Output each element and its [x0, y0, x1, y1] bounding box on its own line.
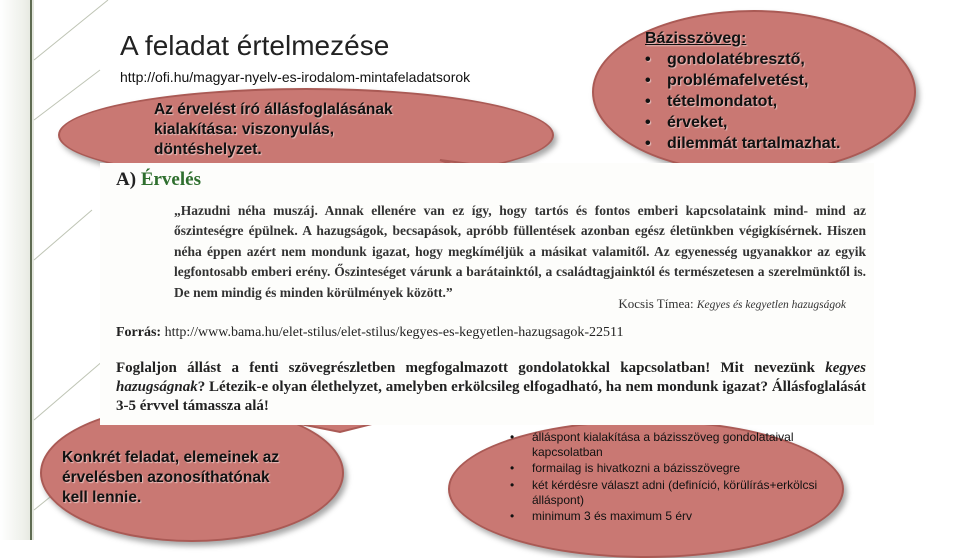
page-title: A feladat értelmezése — [120, 30, 390, 61]
bubble-top-right-heading: Bázisszöveg: — [645, 30, 747, 47]
list-item: • formailag is hivatkozni a bázisszövegre — [510, 461, 741, 476]
source-link[interactable]: http://www.bama.hu/elet-stilus/elet-stilus/kegyes-es-kegyetlen-hazugsagok-22511 — [164, 325, 624, 340]
list-item: • álláspont kialakítása a bázisszöveg gondolataival kapcsolatban — [510, 430, 794, 460]
list-item: • minimum 3 és maximum 5 érv — [510, 509, 693, 524]
source-line: Forrás: http://www.bama.hu/elet-stilus/elet-stilus/kegyes-es-kegyetlen-hazugsagok-22511 — [116, 325, 624, 340]
list-item: • dilemmát tartalmazhat. — [645, 135, 841, 152]
bubble-top-left-text: Az érvelést író állásfoglalásának kialakítása: viszonyulás, döntéshelyzet. — [154, 101, 393, 158]
list-item: • két kérdésre választ adni (definíció, körülírás+erkölcsi álláspont) — [510, 477, 818, 507]
requirement-list — [510, 430, 832, 525]
list-item: • problémafelvetést, — [645, 72, 809, 89]
section-heading: A) Érvelés — [116, 169, 201, 190]
source-url-link[interactable]: http://ofi.hu/magyar-nyelv-es-irodalom-mintafeladatsorok — [120, 69, 471, 85]
list-item: • tételmondatot, — [645, 93, 778, 110]
bubble-bottom-left-text: Konkrét feladat, elemeinek az érvelésben azonosíthatónak kell lennie. — [62, 449, 280, 506]
list-item: • érveket, — [645, 114, 728, 131]
quote-text: „Hazudni néha muszáj. Annak ellenére van ez így, hogy tartós és fontos emberi kapcsolataink mind- mind az őszinteségre épülnek. A hazugságok, becsapások, apróbb füllentések azonban egész életünkben végigkísérnek. Hiszen néha éppen azért nem mondunk igazat, hogy megkíméljük a másikat valamitől. Az egyenesség ugyanakkor az egyik legfontosabb emberi erény. Őszinteséget várunk a barátainktól, a családtagjainktól és természetesen a szerelmünktől is. De nem mindig és minden körülmények között.” — [174, 203, 866, 300]
quote-author: Kocsis Tímea: Kegyes és kegyetlen hazugságok — [618, 296, 846, 311]
list-item: • gondolatébresztő, — [645, 51, 805, 68]
bubble-top-right-text — [645, 28, 840, 154]
task-document-panel — [100, 163, 874, 425]
task-instruction: Foglaljon állást a fenti szövegrészletben megfogalmazott gondolatokkal kapcsolatban! Mit nevezünk kegyes hazugságnak? Létezik-e olyan élethelyzet, amelyben erkölcsileg elfogadható, ha nem mondunk igazat? Állásfoglalását 3-5 érvvel támassza alá! — [116, 360, 866, 414]
